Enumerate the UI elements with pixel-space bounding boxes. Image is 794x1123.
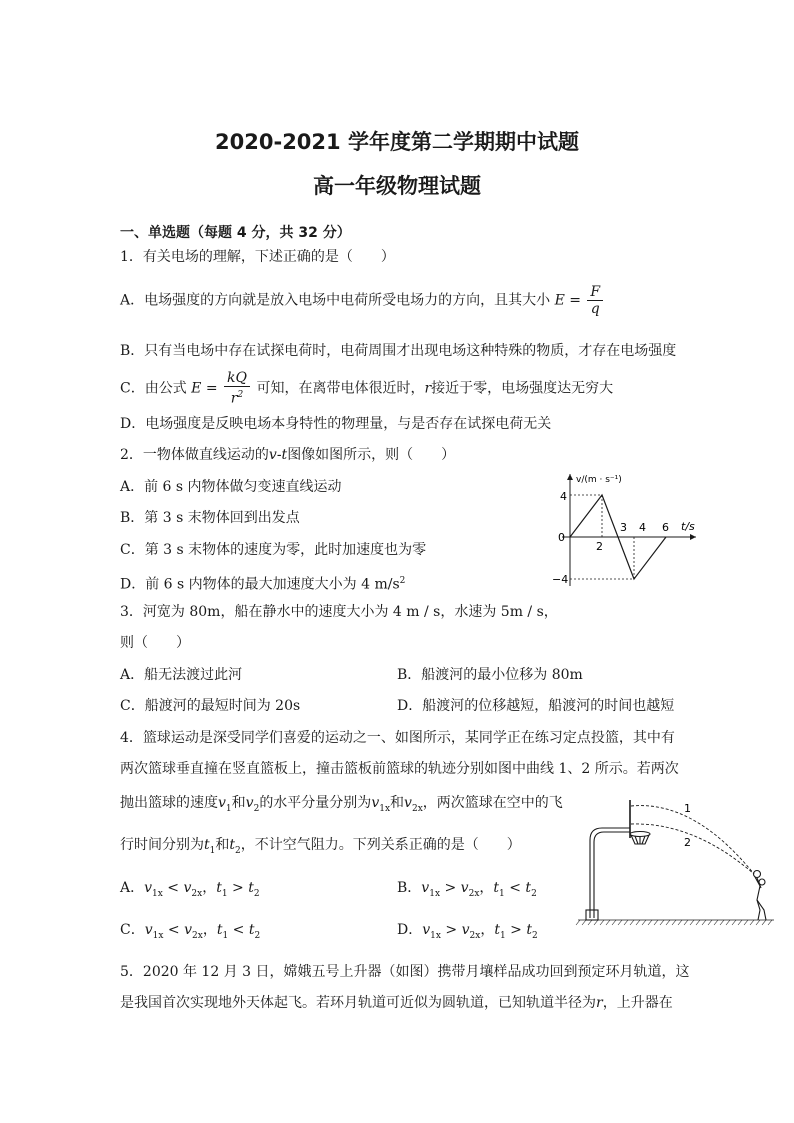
q1-option-d: D．电场强度是反映电场本身特性的物理量，与是否存在试探电荷无关 xyxy=(120,416,552,432)
vt-ylabel: v/(m · s⁻¹) xyxy=(576,475,622,485)
q4-line1: 4．篮球运动是深受同学们喜爱的运动之一、如图所示，某同学正在练习定点投篮，其中有 xyxy=(120,730,675,746)
q1-c-fraction xyxy=(224,370,250,407)
q2-option-d: D．前 6 s 内物体的最大加速度大小为 4 $m/s^2$ xyxy=(120,576,406,593)
q1-c-pre: C．由公式 xyxy=(120,380,187,397)
q1-option-b: B．只有当电场中存在试探电荷时，电荷周围才出现电场这种特殊的物质，才存在电场强度 xyxy=(120,343,677,359)
trajectory-1 xyxy=(631,806,754,874)
exam-subtitle: 高一年级物理试题 xyxy=(313,174,481,198)
q3-option-d: D．船渡河的位移越短，船渡河的时间也越短 xyxy=(397,698,675,714)
exam-title: 2020-2021 学年度第二学期期中试题 xyxy=(215,130,579,154)
trajectory-1-label: 1 xyxy=(684,802,691,815)
vt-xlabel: t/s xyxy=(681,520,695,533)
vt-y-top-label: 4 xyxy=(560,490,567,503)
q2-stem: 2．一物体做直线运动的v-t图像如图所示，则（ ） xyxy=(120,447,456,463)
trajectory-2 xyxy=(631,824,754,874)
q1-a-fraction xyxy=(587,284,603,317)
vt-graph xyxy=(548,466,708,592)
q4-option-d: D．$v_{1x} > v_{2x}$，$t_1 > t_2$ xyxy=(397,922,538,941)
q1-option-a xyxy=(120,284,605,317)
player-figure xyxy=(754,871,767,921)
section-heading: 一、单选题（每题 4 分，共 32 分） xyxy=(120,225,351,241)
q1-c-denominator: $r^2$ xyxy=(230,390,244,407)
q1-option-a-text: A．电场强度的方向就是放入电场中电荷所受电场力的方向，且其大小 xyxy=(120,292,551,309)
q4-line3: 抛出篮球的速度$v_1$和$v_2$的水平分量分别为$v_{1x}$和$v_{2x}$，两次篮球在空中的飞 xyxy=(120,795,563,814)
basketball-hoop-stand xyxy=(586,800,650,920)
q3-stem-line1: 3．河宽为 80m，船在静水中的速度大小为 4 m / s，水速为 5m / s， xyxy=(120,604,558,620)
q3-option-a: A．船无法渡过此河 xyxy=(120,667,243,683)
q4-option-c: C．$v_{1x} < v_{2x}$，$t_1 < t_2$ xyxy=(120,922,261,941)
trajectory-2-label: 2 xyxy=(684,836,691,849)
basketball-figure xyxy=(574,790,784,930)
q1-a-denominator: q xyxy=(590,301,600,317)
vt-origin-label: 0 xyxy=(558,531,565,544)
vt-x-tick-4: 4 xyxy=(639,521,646,534)
q1-a-numerator: F xyxy=(587,284,603,301)
vt-y-bottom-label: −4 xyxy=(552,573,569,586)
q4-line2: 两次篮球垂直撞在竖直篮板上，撞击篮板前篮球的轨迹分别如图中曲线 1、2 所示。若两次 xyxy=(120,761,679,777)
q2-option-a: A．前 6 s 内物体做匀变速直线运动 xyxy=(120,479,342,495)
q4-line4: 行时间分别为$t_1$和$t_2$，不计空气阻力。下列关系正确的是（ ） xyxy=(120,837,521,856)
q1-c-var: r xyxy=(424,380,432,397)
q4-option-a: A．$v_{1x} < v_{2x}$，$t_1 > t_2$ xyxy=(120,880,260,899)
q1-c-mid: 可知，在离带电体很近时， xyxy=(256,380,425,397)
q1-a-lhs: E = xyxy=(554,292,581,309)
vt-x-tick-3: 3 xyxy=(620,521,627,534)
q1-stem: 1．有关电场的理解，下述正确的是（ ） xyxy=(120,249,395,265)
q3-option-b: B．船渡河的最小位移为 80m xyxy=(397,667,583,683)
vt-x-tick-6: 6 xyxy=(662,521,669,534)
q5-line2: 是我国首次实现地外天体起飞。若环月轨道可近似为圆轨道，已知轨道半径为r，上升器在 xyxy=(120,995,673,1011)
q3-stem-line2: 则（ ） xyxy=(120,635,190,651)
q1-c-numerator: kQ xyxy=(224,370,250,387)
q5-line1: 5．2020 年 12 月 3 日，嫦娥五号上升器（如图）携带月壤样品成功回到预定环月轨道，这 xyxy=(120,964,690,980)
vt-x-tick-2: 2 xyxy=(596,540,603,553)
q1-c-post: 接近于零，电场强度达无穷大 xyxy=(431,380,614,397)
q3-option-c: C．船渡河的最短时间为 20s xyxy=(120,698,301,714)
q1-option-c xyxy=(120,370,613,407)
q2-option-c: C．第 3 s 末物体的速度为零，此时加速度也为零 xyxy=(120,542,427,558)
q2-option-b: B．第 3 s 末物体回到出发点 xyxy=(120,510,300,526)
q4-option-b: B．$v_{1x} > v_{2x}$，$t_1 < t_2$ xyxy=(397,880,537,899)
q1-c-lhs: E = xyxy=(191,380,218,397)
